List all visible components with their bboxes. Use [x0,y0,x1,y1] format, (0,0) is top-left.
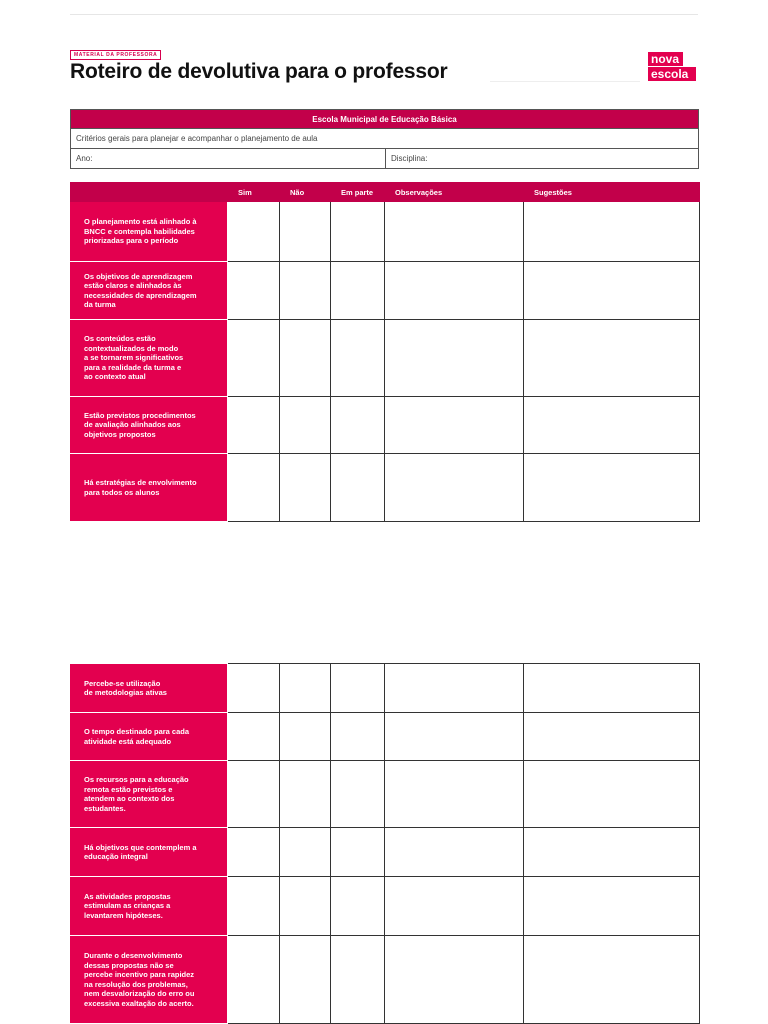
evaluation-table-2 [70,663,700,1024]
criteria-caption: Critérios gerais para planejar e acompanhar o planejamento de aula [71,129,699,149]
criterion-label: Os objetivos de aprendizagem estão claros e alinhados às necessidades de aprendizagem da turma [71,262,228,320]
table-row [71,202,700,262]
nao-cell[interactable] [280,454,331,522]
table-row [71,828,700,877]
table-row [71,761,700,828]
observacoes-cell[interactable] [385,397,524,454]
ano-field[interactable]: Ano: [71,149,386,169]
table-row [71,877,700,936]
observacoes-cell[interactable] [385,262,524,320]
col-observacoes: Observações [385,183,524,202]
logo-line-2: escola [648,67,696,81]
col-nao: Não [280,183,331,202]
criterion-label: O tempo destinado para cada atividade está adequado [71,713,228,761]
sugestoes-cell[interactable] [524,262,700,320]
observacoes-cell[interactable] [385,761,524,828]
info-table [70,109,699,169]
observacoes-cell[interactable] [385,202,524,262]
sim-cell[interactable] [228,761,280,828]
page-title: Roteiro de devolutiva para o professor [70,60,448,83]
sim-cell[interactable] [228,936,280,1024]
em-parte-cell[interactable] [331,320,385,397]
criterion-label: Os conteúdos estão contextualizados de modo a se tornarem significativos para a realidade da turma e ao contexto atual [71,320,228,397]
em-parte-cell[interactable] [331,877,385,936]
criterion-label: Há objetivos que contemplem a educação integral [71,828,228,877]
observacoes-cell[interactable] [385,320,524,397]
nao-cell[interactable] [280,877,331,936]
sugestoes-cell[interactable] [524,320,700,397]
criterion-label: O planejamento está alinhado à BNCC e contempla habilidades priorizadas para o período [71,202,228,262]
top-rule [70,14,698,15]
em-parte-cell[interactable] [331,936,385,1024]
em-parte-cell[interactable] [331,262,385,320]
sim-cell[interactable] [228,454,280,522]
sim-cell[interactable] [228,202,280,262]
criterion-label: Durante o desenvolvimento dessas propostas não se percebe incentivo para rapidez na resolução dos problemas, nem desvalorização do erro ou excessiva exaltação do acerto. [71,936,228,1024]
criterion-label: Há estratégias de envolvimento para todos os alunos [71,454,228,522]
em-parte-cell[interactable] [331,202,385,262]
sugestoes-cell[interactable] [524,397,700,454]
nao-cell[interactable] [280,397,331,454]
sim-cell[interactable] [228,397,280,454]
disciplina-field[interactable]: Disciplina: [386,149,699,169]
sugestoes-cell[interactable] [524,202,700,262]
observacoes-cell[interactable] [385,713,524,761]
sugestoes-cell[interactable] [524,877,700,936]
nao-cell[interactable] [280,761,331,828]
evaluation-table-1 [70,182,700,522]
nao-cell[interactable] [280,713,331,761]
sugestoes-cell[interactable] [524,713,700,761]
nao-cell[interactable] [280,664,331,713]
sugestoes-cell[interactable] [524,664,700,713]
table-row [71,936,700,1024]
observacoes-cell[interactable] [385,936,524,1024]
criterion-header [71,183,228,202]
table-row [71,454,700,522]
table-row [71,262,700,320]
observacoes-cell[interactable] [385,664,524,713]
criterion-label: As atividades propostas estimulam as crianças a levantarem hipóteses. [71,877,228,936]
criterion-label: Percebe-se utilização de metodologias ativas [71,664,228,713]
em-parte-cell[interactable] [331,828,385,877]
sim-cell[interactable] [228,828,280,877]
sugestoes-cell[interactable] [524,828,700,877]
col-em-parte: Em parte [331,183,385,202]
em-parte-cell[interactable] [331,397,385,454]
sim-cell[interactable] [228,713,280,761]
nao-cell[interactable] [280,828,331,877]
em-parte-cell[interactable] [331,664,385,713]
sim-cell[interactable] [228,877,280,936]
criterion-label: Estão previstos procedimentos de avaliação alinhados aos objetivos propostos [71,397,228,454]
nao-cell[interactable] [280,320,331,397]
sugestoes-cell[interactable] [524,761,700,828]
table-row [71,397,700,454]
nao-cell[interactable] [280,262,331,320]
observacoes-cell[interactable] [385,877,524,936]
em-parte-cell[interactable] [331,454,385,522]
table-row [71,664,700,713]
col-sim: Sim [228,183,280,202]
table-row [71,713,700,761]
sugestoes-cell[interactable] [524,936,700,1024]
school-name: Escola Municipal de Educação Básica [71,110,699,129]
sim-cell[interactable] [228,262,280,320]
observacoes-cell[interactable] [385,454,524,522]
nao-cell[interactable] [280,202,331,262]
sim-cell[interactable] [228,320,280,397]
material-badge: MATERIAL DA PROFESSORA [70,50,161,60]
criterion-label: Os recursos para a educação remota estão previstos e atendem ao contexto dos estudantes. [71,761,228,828]
col-sugestoes: Sugestões [524,183,700,202]
sim-cell[interactable] [228,664,280,713]
em-parte-cell[interactable] [331,713,385,761]
sugestoes-cell[interactable] [524,454,700,522]
em-parte-cell[interactable] [331,761,385,828]
observacoes-cell[interactable] [385,828,524,877]
nao-cell[interactable] [280,936,331,1024]
logo-line-1: nova [648,52,683,66]
title-rule [490,81,640,82]
table-row [71,320,700,397]
nova-escola-logo [648,52,697,82]
